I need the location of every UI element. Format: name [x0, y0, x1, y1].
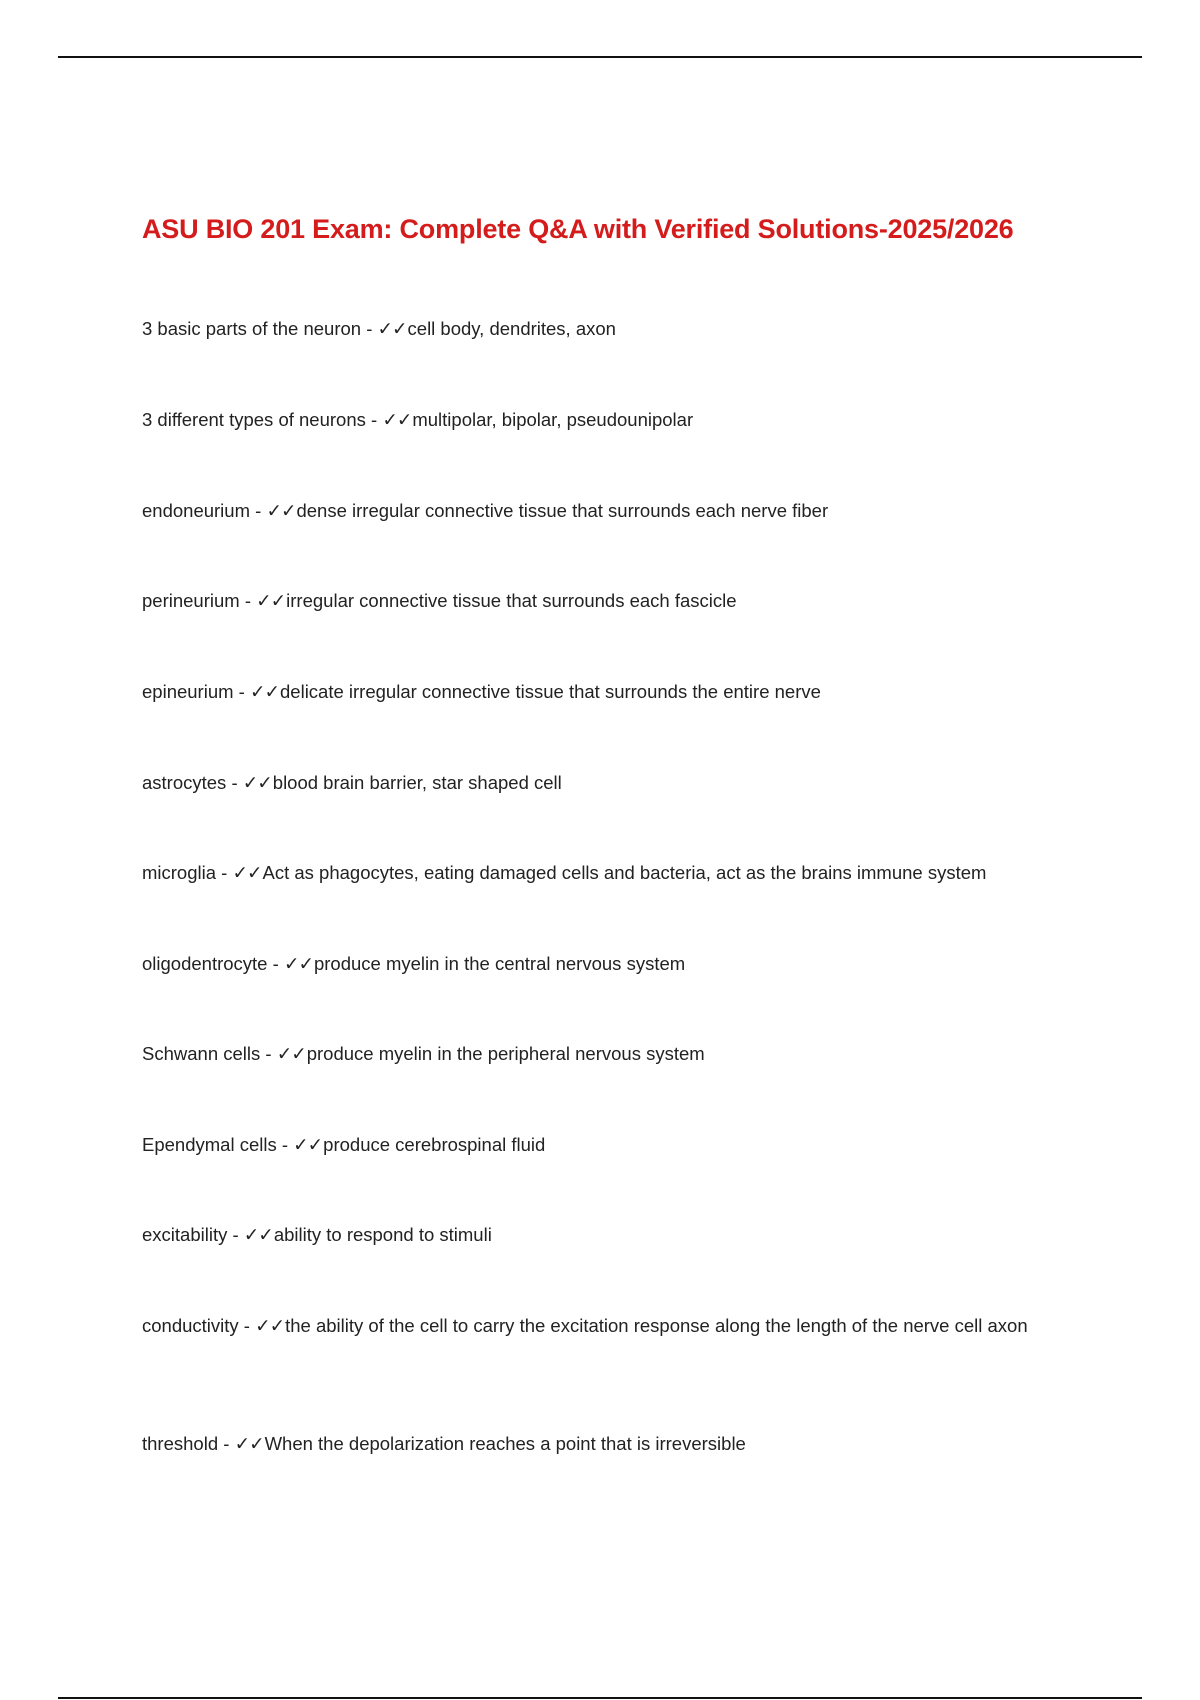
qa-term: 3 basic parts of the neuron [142, 318, 362, 339]
double-check-icon: ✓✓ [382, 409, 412, 430]
double-check-icon: ✓✓ [232, 862, 262, 883]
double-check-icon: ✓✓ [255, 1315, 285, 1336]
qa-term: endoneurium [142, 500, 250, 521]
qa-item [142, 1130, 1072, 1159]
qa-answer: produce myelin in the central nervous system [313, 953, 686, 974]
qa-answer: When the depolarization reaches a point that is irreversible [264, 1433, 746, 1454]
qa-separator: - [226, 772, 243, 793]
double-check-icon: ✓✓ [249, 681, 279, 702]
qa-item [142, 677, 1072, 706]
qa-answer: dense irregular connective tissue that surrounds each nerve fiber [296, 500, 829, 521]
qa-term: Ependymal cells [142, 1134, 277, 1155]
top-rule [58, 56, 1142, 58]
qa-separator: - [216, 862, 233, 883]
qa-separator: - [218, 1433, 235, 1454]
bottom-rule [58, 1697, 1142, 1699]
double-check-icon: ✓✓ [276, 1043, 306, 1064]
qa-separator: - [233, 681, 250, 702]
document-title: ASU BIO 201 Exam: Complete Q&A with Verified Solutions-2025/2026 [142, 214, 1014, 244]
qa-separator: - [239, 590, 257, 611]
qa-answer: blood brain barrier, star shaped cell [272, 772, 562, 793]
qa-item [142, 1039, 1072, 1068]
qa-term: perineurium [142, 590, 240, 611]
qa-term: 3 different types of neurons [142, 409, 366, 430]
qa-answer: cell body, dendrites, axon [407, 318, 616, 339]
qa-answer: the ability of the cell to carry the excitation response along the length of the nerve cell axon [285, 1315, 1028, 1336]
qa-term: Schwann cells [142, 1043, 261, 1064]
double-check-icon: ✓✓ [242, 772, 272, 793]
double-check-icon: ✓✓ [266, 500, 296, 521]
qa-separator: - [250, 500, 267, 521]
qa-term: epineurium [142, 681, 234, 702]
qa-separator: - [238, 1315, 256, 1336]
double-check-icon: ✓✓ [243, 1224, 273, 1245]
qa-item [142, 586, 1072, 615]
double-check-icon: ✓✓ [283, 953, 313, 974]
qa-separator: - [227, 1224, 244, 1245]
qa-separator: - [260, 1043, 277, 1064]
qa-answer: produce cerebrospinal fluid [323, 1134, 546, 1155]
qa-item [142, 768, 1072, 797]
qa-answer: produce myelin in the peripheral nervous system [306, 1043, 705, 1064]
qa-term: oligodentrocyte [142, 953, 268, 974]
qa-item [142, 1429, 1072, 1458]
qa-answer: irregular connective tissue that surrounds each fascicle [286, 590, 737, 611]
qa-item [142, 405, 1072, 434]
qa-item [142, 949, 1072, 978]
qa-term: excitability [142, 1224, 228, 1245]
qa-separator: - [267, 953, 284, 974]
double-check-icon: ✓✓ [234, 1433, 264, 1454]
qa-separator: - [276, 1134, 294, 1155]
qa-term: astrocytes [142, 772, 227, 793]
qa-term: threshold [142, 1433, 219, 1454]
qa-separator: - [365, 409, 383, 430]
qa-term: microglia [142, 862, 217, 883]
qa-answer: delicate irregular connective tissue that surrounds the entire nerve [280, 681, 821, 702]
qa-separator: - [361, 318, 378, 339]
qa-item [142, 1220, 1072, 1249]
qa-item [142, 314, 1072, 343]
qa-item [142, 1311, 1072, 1340]
qa-term: conductivity [142, 1315, 239, 1336]
qa-answer: multipolar, bipolar, pseudounipolar [412, 409, 694, 430]
double-check-icon: ✓✓ [293, 1134, 323, 1155]
qa-item [142, 496, 1072, 525]
double-check-icon: ✓✓ [377, 318, 407, 339]
qa-answer: ability to respond to stimuli [273, 1224, 492, 1245]
qa-answer: Act as phagocytes, eating damaged cells and bacteria, act as the brains immune system [262, 862, 987, 883]
double-check-icon: ✓✓ [256, 590, 286, 611]
qa-item [142, 858, 1072, 887]
